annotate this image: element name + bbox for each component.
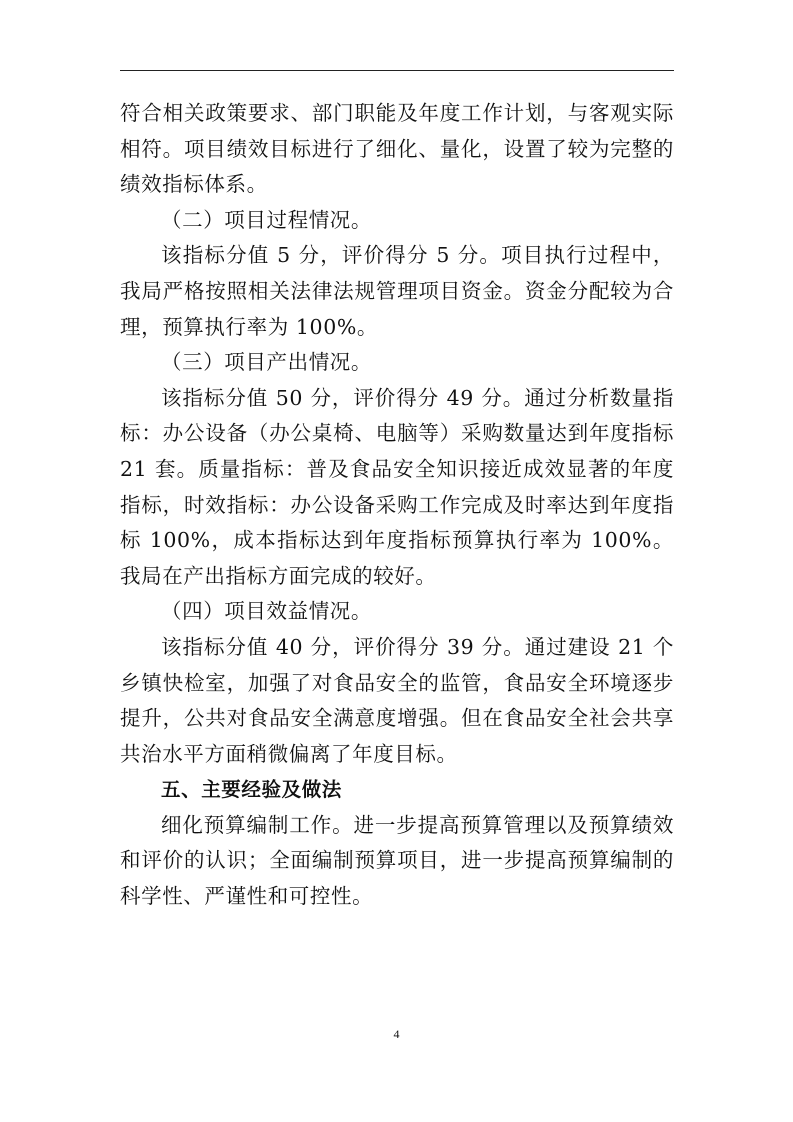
- paragraph-experience: 细化预算编制工作。进一步提高预算管理以及预算绩效和评价的认识；全面编制预算项目，进一步提高预算编制的科学性、严谨性和可控性。: [120, 812, 674, 909]
- header-rule: [120, 70, 674, 71]
- document-body: [120, 96, 674, 915]
- paragraph-output-score: 该指标分值 50 分，评价得分 49 分。通过分析数量指标：办公设备（办公桌椅、电脑等）采购数量达到年度指标 21 套。质量指标：普及食品安全知识接近成效显著的年度指标，时效指标：办公设备采购工作完成及时率达到年度指标 100%，成本指标达到年度指标预算执行率为 100%。我局在产出指标方面完成的较好。: [120, 385, 674, 588]
- heading-project-output: （三）项目产出情况。: [161, 350, 372, 375]
- paragraph-process-score: 该指标分值 5 分，评价得分 5 分。项目执行过程中，我局严格按照相关法律法规管理项目资金。资金分配较为合理，预算执行率为 100%。: [120, 243, 674, 339]
- section-title-experience: 五、主要经验及做法: [161, 778, 342, 802]
- heading-project-process: （二）项目过程情况。: [161, 207, 372, 232]
- heading-project-benefit: （四）项目效益情况。: [161, 599, 372, 624]
- paragraph-policy-fit: 符合相关政策要求、部门职能及年度工作计划，与客观实际相符。项目绩效目标进行了细化、量化，设置了较为完整的绩效指标体系。: [120, 101, 674, 197]
- paragraph-benefit-score: 该指标分值 40 分，评价得分 39 分。通过建设 21 个乡镇快检室，加强了对食品安全的监管，食品安全环境逐步提升，公共对食品安全满意度增强。但在食品安全社会共享共治水平方面稍微偏离了年度目标。: [120, 634, 674, 766]
- page-number: 4: [393, 1027, 400, 1041]
